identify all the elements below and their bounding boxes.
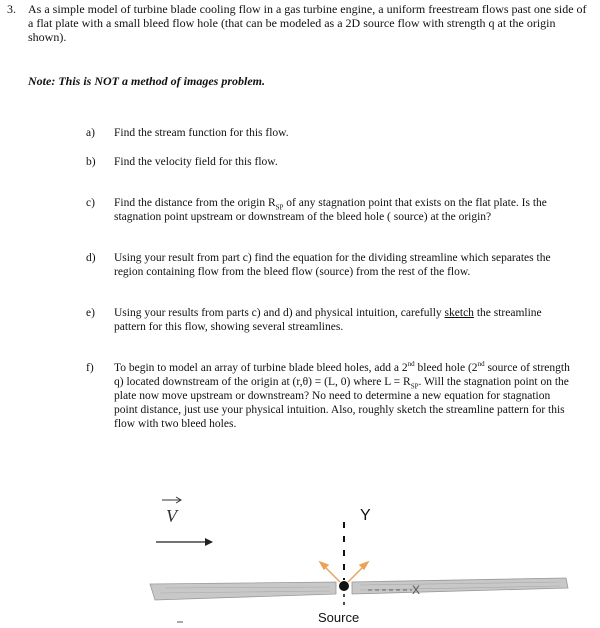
part-label: b)	[86, 156, 96, 168]
part-f	[86, 361, 576, 431]
velocity-symbol	[162, 497, 181, 526]
flow-figure	[0, 490, 600, 628]
problem-intro: As a simple model of turbine blade cooling flow in a gas turbine engine, a uniform freestream flows past one side of a flat plate with a small bleed flow hole (that can be modeled as a 2D source flow with strength q at the origin shown).	[28, 2, 587, 44]
note-text: Note: This is NOT a method of images problem.	[28, 74, 265, 88]
part-text: Find the stream function for this flow.	[114, 127, 289, 139]
y-axis	[344, 507, 371, 580]
part-label: f)	[86, 362, 94, 374]
velocity-label: V	[166, 506, 177, 526]
x-axis-label: X	[412, 583, 421, 597]
part-label: d)	[86, 252, 96, 264]
part-label: e)	[86, 307, 95, 319]
part-text: Using your result from part c) find the equation for the dividing streamline which separates the region containing flow from the bleed flow (source) from the rest of the flow.	[114, 252, 551, 278]
problem-number: 3.	[7, 2, 16, 16]
part-d	[86, 251, 576, 279]
part-text: Find the velocity field for this flow.	[114, 156, 278, 168]
sketch-underlined: sketch	[444, 307, 474, 319]
part-text: To begin to model an array of turbine blade bleed holes, add a 2nd bleed hole (2nd source of strength q) located downstream of the origin at (r,θ) = (L, 0) where $L = R_{SP}$. Will the stagnation point on the plate now move upstream or downstream? No need to determine a new equation for stagnation point distance, just use your physical intuition. Also, roughly sketch the streamline pattern for this flow with two bleed holes.	[114, 360, 570, 430]
part-text: Find the distance from the origin $R_{SP}$ of any stagnation point that exists on the flat plate. Is the stagnation point upstream or downstream of the bleed hole ( source) at the origin?	[114, 197, 547, 223]
source-dot	[339, 581, 349, 591]
part-a	[86, 126, 576, 140]
part-label: a)	[86, 127, 95, 139]
part-b	[86, 155, 576, 169]
part-text: Using your results from parts c) and d) and physical intuition, carefully sketch the streamline pattern for this flow, showing several streamlines.	[114, 307, 542, 333]
y-axis-label: Y	[360, 507, 371, 524]
part-label: c)	[86, 197, 95, 209]
plate-right	[352, 578, 568, 594]
freestream-arrow	[156, 538, 213, 546]
part-c	[86, 196, 576, 224]
flat-plate	[150, 578, 568, 600]
source-label: Source	[318, 610, 360, 625]
part-e	[86, 306, 576, 334]
